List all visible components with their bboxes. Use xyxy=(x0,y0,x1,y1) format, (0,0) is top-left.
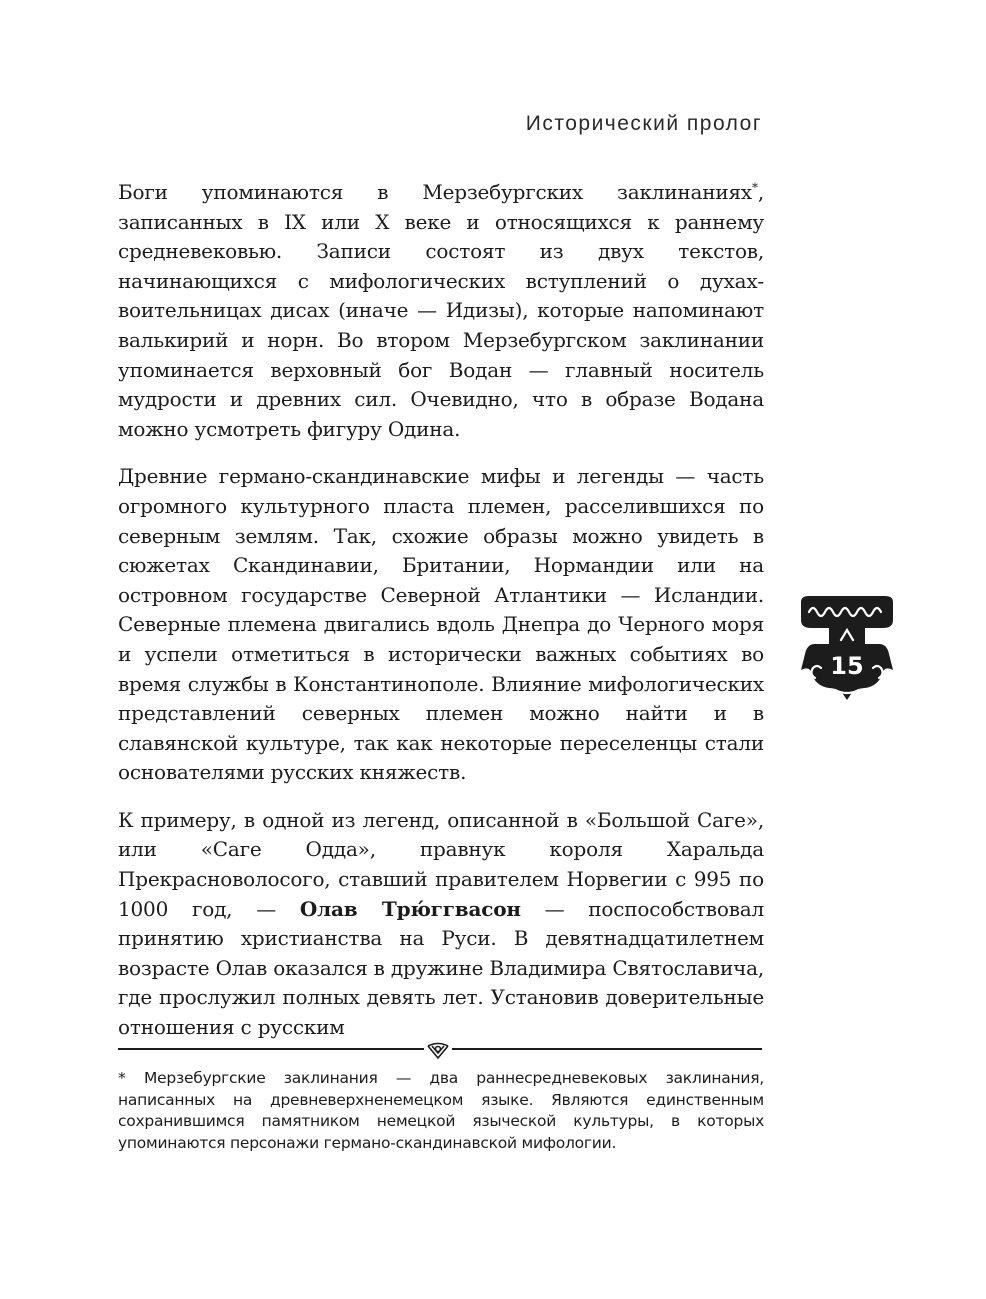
footnote-reference[interactable]: * xyxy=(752,180,758,195)
highlighted-name: Олав Трю́ггвасон xyxy=(299,896,521,921)
thors-hammer-icon xyxy=(795,594,899,702)
paragraph-1: Боги упоминаются в Мерзебургских заклинаниях*, записанных в IX или X веке и относящихся к раннему средневековью. Записи состоят из двух текстов, начинающихся с мифологических вступлений о духах-воительницах дисах (иначе — Идизы), которые напоминают валькирий и норн. Во втором Мерзебургском заклинании упоминается верховный бог Водан — главный носитель мудрости и древних сил. Очевидно, что в образе Водана можно усмотреть фигуру Одина. xyxy=(118,180,764,441)
paragraph-2: Древние германо-скандинавские мифы и легенды — часть огромного культурного пласта племен, расселившихся по северным землям. Так, схожие образы можно увидеть в сюжетах Скандинавии, Британии, Нормандии или на островном государстве Северной Атлантики — Исландии. Северные племена двигались вдоль Днепра до Черного моря и успели отметиться в исторически важных событиях во время службы в Константинополе. Влияние мифологических представлений северных племен можно найти и в славянской культуре, так как некоторые переселенцы стали основателями русских княжеств. xyxy=(118,464,764,785)
page-number: 15 xyxy=(830,652,864,680)
celtic-knot-icon xyxy=(424,1040,452,1062)
main-text xyxy=(118,178,764,1061)
footnote-mark: * xyxy=(118,1069,126,1087)
footnote xyxy=(118,1068,764,1154)
running-header: Исторический пролог xyxy=(525,112,762,135)
paragraph-3: К примеру, в одной из легенд, описанной в «Большой Саге», или «Саге Одда», правнук короля Харальда Прекрасноволосого, ставший правителем Норвегии с 995 по 1000 год, — Олав Трю́ггвасон — поспособствовал принятию христианства на Руси. В девятнадцатилетнем возрасте Олав оказался в дружине Владимира Святославича, где прослужил полных девять лет. Установив доверительные отношения с русским xyxy=(118,807,764,1040)
footnote-text: Мерзебургские заклинания — два раннесредневековых заклинания, написанных на древневерхненемецком языке. Являются единственным сохранившимся памятником немецкой языческой культуры, в которых упоминаются персонажи германо-скандинавской мифологии. xyxy=(118,1069,764,1152)
hammer-head xyxy=(801,596,893,700)
